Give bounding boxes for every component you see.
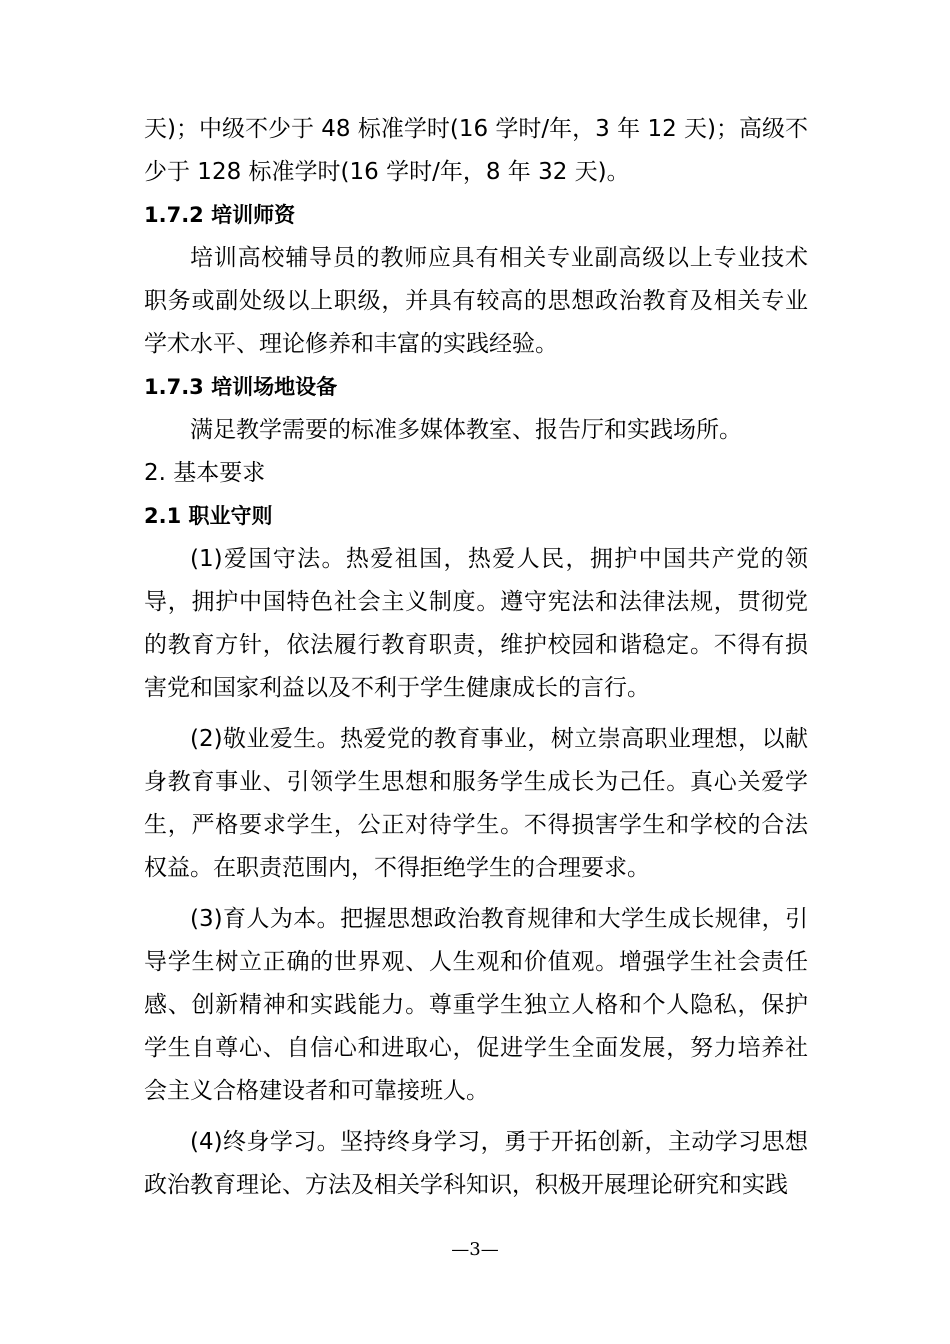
- paragraph-code-item-4: (4)终身学习。坚持终身学习，勇于开拓创新，主动学习思想政治教育理论、方法及相关学科知识，积极开展理论研究和实践: [144, 1129, 808, 1198]
- intro-paragraph: 天)；中级不少于 48 标准学时(16 学时/年，3 年 12 天)；高级不少于 128 标准学时(16 学时/年，8 年 32 天)。: [144, 116, 808, 185]
- paragraph-code-item-2: (2)敬业爱生。热爱党的教育事业，树立崇高职业理想，以献身教育事业、引领学生思想和服务学生成长为己任。真心关爱学生，严格要求学生，公正对待学生。不得损害学生和学校的合法权益。在职责范围内，不得拒绝学生的合理要求。: [144, 726, 808, 881]
- heading-professional-code: 2.1 职业守则: [144, 504, 273, 528]
- heading-basic-requirements: 2. 基本要求: [144, 460, 266, 486]
- paragraph-code-item-1: (1)爱国守法。热爱祖国，热爱人民，拥护中国共产党的领导，拥护中国特色社会主义制度。遵守宪法和法律法规，贯彻党的教育方针，依法履行教育职责，维护校园和谐稳定。不得有损害党和国家利益以及不利于学生健康成长的言行。: [144, 546, 808, 701]
- paragraph-training-facilities: 满足教学需要的标准多媒体教室、报告厅和实践场所。: [190, 417, 742, 443]
- heading-training-teachers: 1.7.2 培训师资: [144, 203, 296, 227]
- page-number: —3—: [451, 1239, 499, 1260]
- document-page: [144, 108, 808, 1207]
- heading-training-facilities: 1.7.3 培训场地设备: [144, 375, 338, 399]
- paragraph-code-item-3: (3)育人为本。把握思想政治教育规律和大学生成长规律，引导学生树立正确的世界观、人生观和价值观。增强学生社会责任感、创新精神和实践能力。尊重学生独立人格和个人隐私，保护学生自尊心、自信心和进取心，促进学生全面发展，努力培养社会主义合格建设者和可靠接班人。: [144, 906, 808, 1104]
- paragraph-training-teachers: 培训高校辅导员的教师应具有相关专业副高级以上专业技术职务或副处级以上职级，并具有较高的思想政治教育及相关专业学术水平、理论修养和丰富的实践经验。: [144, 245, 808, 357]
